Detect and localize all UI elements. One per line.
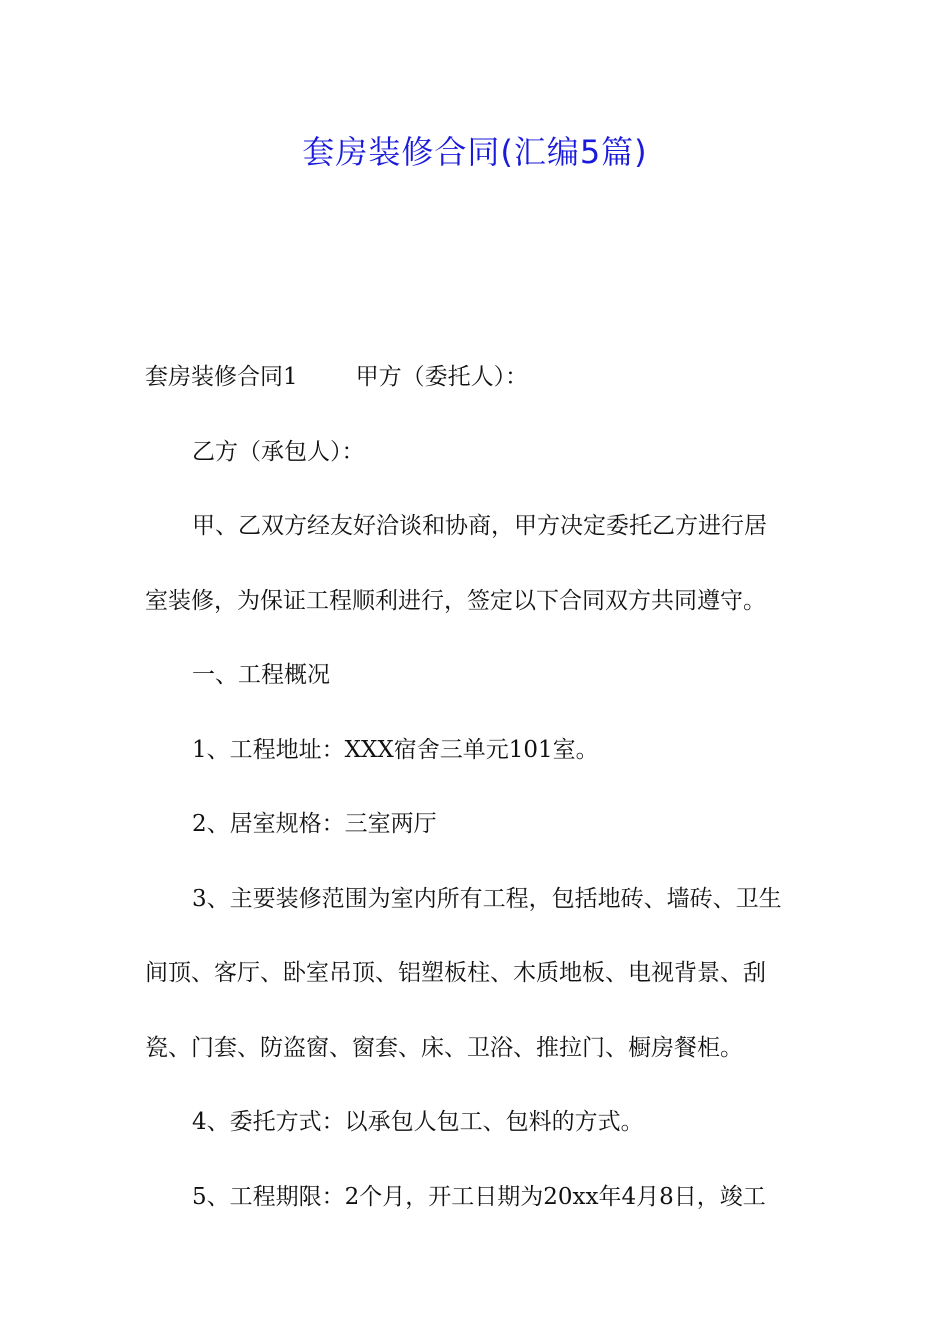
document-body: [145, 340, 810, 1234]
party-a-label: 甲方（委托人）：: [355, 364, 529, 390]
list-item: 1、工程地址：XXX宿舍三单元101室。: [192, 736, 599, 763]
paragraph-line: 室装修，为保证工程顺利进行，签定以下合同双方共同遵守。: [145, 587, 766, 614]
paragraph-line: 瓷、门套、防盗窗、窗套、床、卫浴、推拉门、橱房餐柜。: [145, 1034, 743, 1061]
paragraph-line: 间顶、客厅、卧室吊顶、铝塑板柱、木质地板、电视背景、刮: [145, 960, 766, 986]
list-item: 2、居室规格：三室两厅: [192, 811, 437, 837]
paragraph-line: 甲、乙双方经友好洽谈和协商，甲方决定委托乙方进行居: [192, 513, 767, 539]
document-title: 套房装修合同(汇编5篇): [302, 133, 648, 171]
section-heading: 一、工程概况: [192, 662, 330, 688]
contract-heading-line: [145, 340, 810, 415]
contract-number: 套房装修合同1: [145, 364, 298, 390]
list-item: 3、主要装修范围为室内所有工程，包括地砖、墙砖、卫生: [192, 885, 782, 912]
list-item: 5、工程期限：2个月，开工日期为20xx年4月8日，竣工: [192, 1183, 766, 1210]
list-item: 4、委托方式：以承包人包工、包料的方式。: [192, 1109, 644, 1135]
party-b-label: 乙方（承包人）：: [192, 438, 365, 465]
